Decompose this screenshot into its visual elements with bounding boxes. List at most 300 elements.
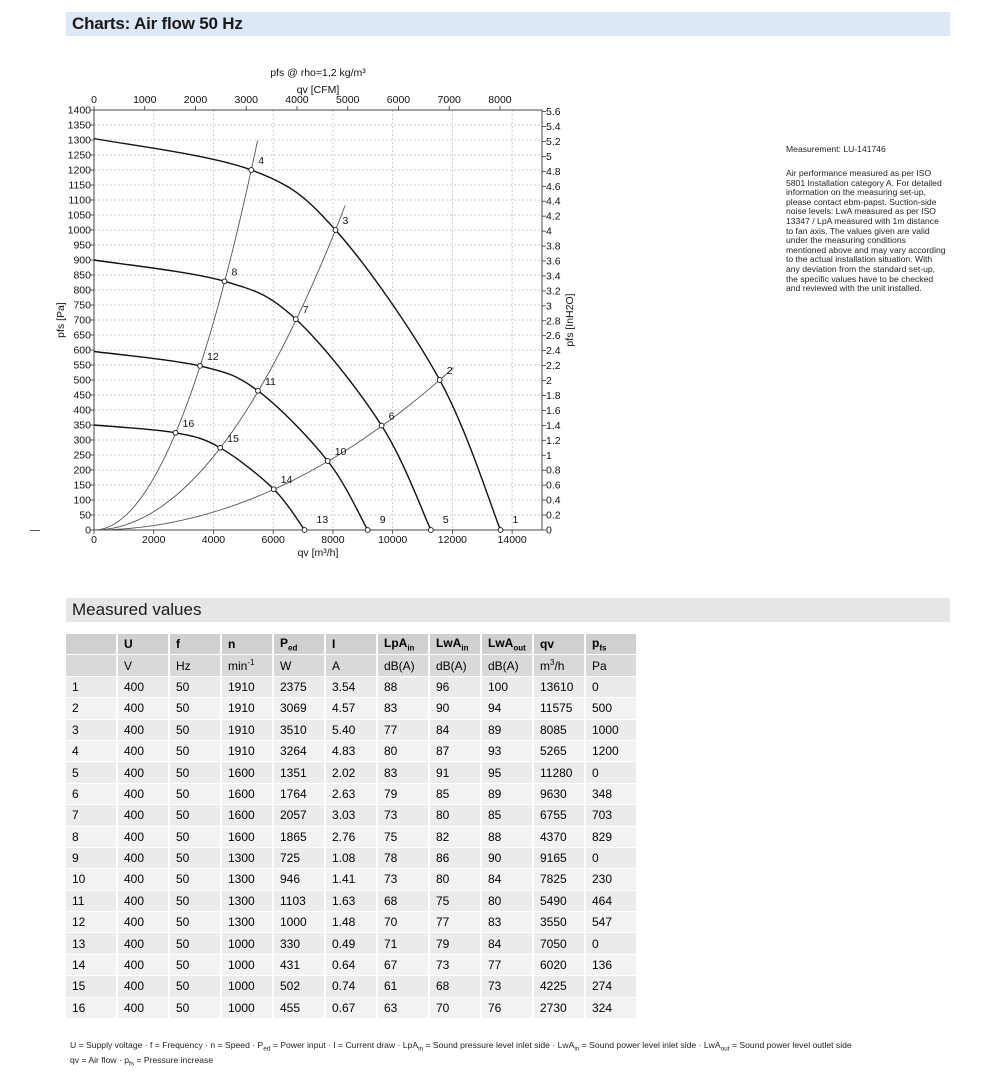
table-cell: 8 [66, 827, 118, 848]
table-cell: 0.49 [326, 933, 378, 954]
operating-point-14 [271, 487, 276, 492]
header-cell: LwA$_{out}$ [482, 634, 534, 655]
operating-point-11 [256, 388, 261, 393]
table-cell: 1 [66, 677, 118, 698]
y-tick-label: 400 [73, 404, 91, 417]
table-cell: 78 [378, 848, 430, 869]
x2-tick-label: 2000 [183, 94, 208, 106]
table-cell: 1000 [586, 720, 638, 741]
table-cell: 547 [586, 912, 638, 933]
table-cell: 2375 [274, 677, 326, 698]
y2-tick-label: 5.4 [546, 120, 561, 133]
unit-cell: $m^3/h$ [534, 655, 586, 676]
table-cell: 68 [430, 976, 482, 997]
table-cell: 1300 [222, 891, 274, 912]
table-cell: 3510 [274, 720, 326, 741]
operating-point-12 [198, 364, 203, 369]
operating-point-label-2: 2 [446, 365, 453, 377]
table-row [66, 698, 638, 719]
operating-point-label-7: 7 [302, 304, 309, 317]
y2-tick-label: 5.6 [546, 106, 561, 119]
y-tick-label: 1350 [67, 119, 91, 132]
operating-point-2 [437, 378, 442, 383]
table-cell: 1910 [222, 741, 274, 762]
measurement-note: Air performance measured as per ISO 5801 Installation category A. For detailed information on the measuring set-up, please contact ebm-papst. Suction-side noise levels: LwA measured as per ISO 13347 / LpA measured with 1m distance to fan axis. The values given are valid under the measuring conditions mentioned above and may vary according to the actual installation situation. With any deviation from the standard set-up, the specific values have to be checked and reviewed with the unit installed. [786, 168, 946, 294]
operating-point-label-8: 8 [231, 266, 238, 279]
table-cell: 400 [118, 677, 170, 698]
y-tick-label: 1150 [68, 179, 91, 192]
x2-tick-label: 1000 [133, 94, 157, 106]
unit-cell: V [118, 655, 170, 676]
y2-tick-label: 3 [546, 300, 552, 313]
table-cell: 80 [430, 805, 482, 826]
table-cell: 348 [586, 784, 638, 805]
chart-title: pfs @ rho=1,2 kg/m³ [270, 67, 366, 79]
operating-point-label-6: 6 [388, 410, 395, 423]
table-cell: 400 [118, 741, 170, 762]
table-cell: 1351 [274, 762, 326, 783]
header-cell: LwA$_{in}$ [430, 634, 482, 655]
table-cell: 3 [66, 720, 118, 741]
table-cell: 1000 [222, 998, 274, 1019]
y-tick-label: 700 [73, 314, 91, 327]
x2-tick-label: 5000 [336, 94, 360, 106]
table-cell: 71 [378, 933, 430, 954]
table-cell: 50 [170, 784, 222, 805]
y-tick-label: 950 [73, 239, 91, 252]
table-cell: 400 [118, 720, 170, 741]
table-cell: 13610 [534, 677, 586, 698]
x-tick-label: 10000 [378, 534, 408, 546]
y-tick-label: 0 [85, 524, 91, 537]
table-row [66, 720, 638, 741]
y-tick-label: 650 [73, 329, 91, 342]
operating-point-label-13: 13 [316, 514, 329, 526]
table-cell: 400 [118, 762, 170, 783]
y-tick-label: 500 [73, 374, 91, 387]
y2-tick-label: 3.2 [546, 285, 561, 298]
y2-tick-label: 3.6 [546, 255, 561, 268]
table-cell: 946 [274, 869, 326, 890]
charts-title: Charts: Air flow 50 Hz [72, 14, 243, 33]
table-cell: 1600 [222, 762, 274, 783]
header-cell: LpA$_{in}$ [378, 634, 430, 655]
header-cell: qv [534, 634, 586, 655]
operating-point-13 [302, 528, 307, 533]
unit-cell: W [274, 655, 326, 676]
y-tick-label: 250 [73, 449, 91, 462]
table-cell: 50 [170, 848, 222, 869]
operating-point-15 [218, 445, 223, 450]
table-row [66, 677, 638, 698]
table-cell: 14 [66, 955, 118, 976]
unit-cell: dB(A) [430, 655, 482, 676]
operating-point-label-3: 3 [342, 215, 349, 227]
table-row [66, 976, 638, 997]
y-tick-label: 50 [79, 509, 91, 522]
table-cell: 274 [586, 976, 638, 997]
y2-tick-label: 1.4 [546, 419, 561, 432]
x-tick-label: 12000 [437, 534, 468, 546]
header-cell: n [222, 634, 274, 655]
table-row [66, 869, 638, 890]
x-tick-label: 8000 [321, 534, 345, 546]
table-cell: 70 [378, 912, 430, 933]
measurement-id: Measurement: LU-141746 [786, 144, 886, 154]
x2-axis-label: qv [CFM] [296, 84, 340, 96]
y-tick-label: 1050 [67, 209, 91, 222]
y-tick-label: 550 [73, 359, 91, 372]
table-cell: 80 [430, 869, 482, 890]
table-cell: 400 [118, 955, 170, 976]
table-cell: 50 [170, 805, 222, 826]
table-cell: 50 [170, 912, 222, 933]
table-cell: 1910 [222, 698, 274, 719]
table-cell: 5.40 [326, 720, 378, 741]
table-row [66, 848, 638, 869]
table-cell: 7825 [534, 869, 586, 890]
table-cell: 88 [378, 677, 430, 698]
table-cell: 0.67 [326, 998, 378, 1019]
table-cell: 1.41 [326, 869, 378, 890]
y-tick-label: 800 [73, 284, 91, 297]
table-cell: 84 [430, 720, 482, 741]
header-cell: $p_{fs}$ [586, 634, 638, 655]
table-cell: 61 [378, 976, 430, 997]
table-cell: 4.57 [326, 698, 378, 719]
table-cell: 73 [378, 805, 430, 826]
x-tick-label: 2000 [142, 534, 166, 546]
table-cell: 73 [378, 869, 430, 890]
x-tick-label: 4000 [201, 534, 226, 546]
y-tick-label: 850 [73, 269, 91, 282]
x-tick-label: 6000 [261, 534, 285, 546]
table-cell: 76 [482, 998, 534, 1019]
table-cell: 1103 [274, 891, 326, 912]
y-tick-label: 150 [73, 479, 91, 492]
unit-cell [66, 655, 118, 676]
table-cell: 50 [170, 891, 222, 912]
y2-tick-label: 0 [546, 524, 552, 537]
table-cell: 93 [482, 741, 534, 762]
operating-point-label-16: 16 [182, 417, 195, 430]
table-cell: 2057 [274, 805, 326, 826]
table-cell: 83 [378, 762, 430, 783]
operating-point-label-5: 5 [442, 514, 449, 526]
operating-point-6 [379, 423, 384, 428]
table-cell: 50 [170, 976, 222, 997]
unit-cell: A [326, 655, 378, 676]
table-cell: 13 [66, 933, 118, 954]
measured-values-bar [66, 598, 950, 622]
table-cell: 75 [378, 827, 430, 848]
table-cell: 9165 [534, 848, 586, 869]
unit-cell: Hz [170, 655, 222, 676]
y-tick-label: 200 [73, 464, 91, 477]
y2-axis-label: pfs [InH2O] [564, 293, 576, 347]
table-row [66, 741, 638, 762]
table-cell: 703 [586, 805, 638, 826]
operating-point-label-4: 4 [258, 155, 265, 167]
y-tick-label: 750 [73, 299, 91, 312]
table-cell: 0 [586, 933, 638, 954]
table-cell: 77 [378, 720, 430, 741]
table-cell: 6020 [534, 955, 586, 976]
table-cell: 50 [170, 869, 222, 890]
y2-tick-label: 2.6 [546, 330, 561, 343]
table-cell: 96 [430, 677, 482, 698]
y2-tick-label: 5 [546, 150, 552, 163]
table-cell: 89 [482, 784, 534, 805]
table-row [66, 784, 638, 805]
table-cell: 829 [586, 827, 638, 848]
table-cell: 400 [118, 891, 170, 912]
table-cell: 84 [482, 933, 534, 954]
y2-tick-label: 4 [546, 225, 552, 238]
operating-point-4 [249, 168, 254, 173]
operating-point-label-9: 9 [379, 514, 386, 526]
table-cell: 77 [482, 955, 534, 976]
margin-dash [30, 530, 40, 531]
table-cell: 90 [430, 698, 482, 719]
table-cell: 15 [66, 976, 118, 997]
y-tick-label: 1100 [68, 194, 91, 207]
header-cell: $P_{ed}$ [274, 634, 326, 655]
y2-tick-label: 3.4 [546, 270, 561, 283]
table-cell: 2730 [534, 998, 586, 1019]
operating-point-5 [428, 528, 433, 533]
y-tick-label: 100 [73, 494, 91, 507]
x2-tick-label: 6000 [386, 94, 411, 106]
table-row [66, 762, 638, 783]
y2-tick-label: 1.2 [546, 434, 561, 447]
y2-tick-label: 1 [546, 449, 552, 462]
table-cell: 79 [430, 933, 482, 954]
table-cell: 95 [482, 762, 534, 783]
table-cell: 80 [482, 891, 534, 912]
y2-tick-label: 2.4 [546, 345, 561, 358]
table-cell: 4 [66, 741, 118, 762]
header-cell [66, 634, 118, 655]
table-cell: 11280 [534, 762, 586, 783]
y-tick-label: 900 [73, 254, 91, 267]
table-cell: 400 [118, 784, 170, 805]
operating-point-label-14: 14 [280, 474, 293, 487]
table-cell: 1300 [222, 912, 274, 933]
table-cell: 68 [378, 891, 430, 912]
y2-tick-label: 3.8 [546, 240, 561, 253]
table-cell: 1.08 [326, 848, 378, 869]
table-cell: 85 [482, 805, 534, 826]
y2-tick-label: 1.8 [546, 389, 561, 402]
table-cell: 83 [378, 698, 430, 719]
table-cell: 5 [66, 762, 118, 783]
table-cell: 1000 [222, 955, 274, 976]
y-axis-label: pfs [Pa] [55, 302, 67, 338]
table-cell: 400 [118, 698, 170, 719]
table-row [66, 827, 638, 848]
y-tick-label: 1400 [67, 104, 91, 117]
table-unit-row [66, 655, 638, 676]
table-cell: 464 [586, 891, 638, 912]
table-cell: 11575 [534, 698, 586, 719]
operating-point-label-11: 11 [264, 375, 276, 388]
table-cell: 0 [586, 848, 638, 869]
table-cell: 1600 [222, 827, 274, 848]
table-row [66, 912, 638, 933]
y2-tick-label: 4.2 [546, 210, 561, 223]
table-cell: 50 [170, 998, 222, 1019]
table-cell: 50 [170, 698, 222, 719]
x-tick-label: 0 [91, 534, 97, 546]
table-row [66, 933, 638, 954]
y-tick-label: 1300 [67, 134, 91, 147]
table-cell: 67 [378, 955, 430, 976]
table-cell: 6 [66, 784, 118, 805]
table-cell: 100 [482, 677, 534, 698]
x-axis-label: qv [m³/h] [297, 547, 339, 559]
y2-tick-label: 4.6 [546, 180, 561, 193]
y2-tick-label: 0.4 [546, 494, 561, 507]
table-cell: 83 [482, 912, 534, 933]
x2-tick-label: 0 [91, 94, 97, 106]
table-cell: 136 [586, 955, 638, 976]
table-cell: 6755 [534, 805, 586, 826]
y2-tick-label: 1.6 [546, 404, 561, 417]
operating-point-label-12: 12 [207, 350, 219, 363]
table-cell: 9630 [534, 784, 586, 805]
operating-point-7 [293, 317, 298, 322]
table-cell: 70 [430, 998, 482, 1019]
table-cell: 0 [586, 762, 638, 783]
table-cell: 50 [170, 720, 222, 741]
operating-point-9 [365, 528, 370, 533]
unit-cell: dB(A) [378, 655, 430, 676]
table-cell: 1300 [222, 869, 274, 890]
table-row [66, 998, 638, 1019]
table-cell: 400 [118, 869, 170, 890]
y2-tick-label: 0.8 [546, 464, 561, 477]
operating-point-10 [325, 459, 330, 464]
table-cell: 87 [430, 741, 482, 762]
table-cell: 502 [274, 976, 326, 997]
table-cell: 1.63 [326, 891, 378, 912]
operating-point-label-15: 15 [227, 432, 239, 445]
operating-point-16 [173, 430, 178, 435]
table-cell: 50 [170, 955, 222, 976]
table-cell: 0.64 [326, 955, 378, 976]
table-row [66, 955, 638, 976]
table-cell: 324 [586, 998, 638, 1019]
table-cell: 50 [170, 677, 222, 698]
table-cell: 500 [586, 698, 638, 719]
operating-point-label-1: 1 [512, 514, 519, 526]
y-tick-label: 1200 [67, 164, 91, 177]
table-cell: 73 [430, 955, 482, 976]
table-cell: 400 [118, 805, 170, 826]
table-cell: 0 [586, 677, 638, 698]
y2-tick-label: 2.8 [546, 315, 561, 328]
unit-cell: dB(A) [482, 655, 534, 676]
table-cell: 85 [430, 784, 482, 805]
table-cell: 8085 [534, 720, 586, 741]
operating-point-3 [333, 228, 338, 233]
table-cell: 1600 [222, 805, 274, 826]
table-row [66, 805, 638, 826]
table-cell: 9 [66, 848, 118, 869]
operating-point-8 [222, 279, 227, 284]
table-cell: 455 [274, 998, 326, 1019]
table-cell: 10 [66, 869, 118, 890]
x2-tick-label: 8000 [488, 94, 512, 106]
table-cell: 3.03 [326, 805, 378, 826]
table-cell: 400 [118, 848, 170, 869]
table-cell: 82 [430, 827, 482, 848]
table-cell: 400 [118, 976, 170, 997]
table-cell: 230 [586, 869, 638, 890]
table-cell: 400 [118, 912, 170, 933]
table-cell: 1910 [222, 677, 274, 698]
table-header-row [66, 634, 638, 655]
table-cell: 3069 [274, 698, 326, 719]
measured-values-table [66, 634, 638, 1019]
y-tick-label: 1250 [67, 149, 91, 162]
table-cell: 4225 [534, 976, 586, 997]
legend-line-2: qv = Air flow · $p_{fs}$ = Pressure increase [70, 1055, 214, 1068]
table-cell: 90 [482, 848, 534, 869]
legend-line-1: U = Supply voltage · f = Frequency · n = Speed · $P_{ed}$ = Power input · I = Current draw · LpA$_{in}$ = Sound pressure level inlet side · LwA$_{in}$ = Sound power level inlet side · LwA$_{out}$ = Sound power level outlet side [70, 1040, 852, 1053]
table-cell: 1200 [586, 741, 638, 762]
table-cell: 1764 [274, 784, 326, 805]
table-cell: 75 [430, 891, 482, 912]
unit-cell: Pa [586, 655, 638, 676]
table-cell: 400 [118, 827, 170, 848]
table-cell: 330 [274, 933, 326, 954]
measured-values-title: Measured values [72, 600, 202, 619]
x-tick-label: 14000 [497, 534, 527, 546]
table-cell: 4.83 [326, 741, 378, 762]
table-cell: 80 [378, 741, 430, 762]
table-cell: 89 [482, 720, 534, 741]
table-cell: 0.74 [326, 976, 378, 997]
table-cell: 7050 [534, 933, 586, 954]
table-cell: 1600 [222, 784, 274, 805]
table-cell: 431 [274, 955, 326, 976]
table-cell: 2.76 [326, 827, 378, 848]
table-cell: 77 [430, 912, 482, 933]
y2-tick-label: 0.6 [546, 479, 561, 492]
table-cell: 4370 [534, 827, 586, 848]
y-tick-label: 300 [73, 434, 91, 447]
table-cell: 3.54 [326, 677, 378, 698]
operating-point-1 [498, 528, 503, 533]
unit-cell: $\min^{-1}$ [222, 655, 274, 676]
header-cell: I [326, 634, 378, 655]
y-tick-label: 600 [73, 344, 91, 357]
table-cell: 16 [66, 998, 118, 1019]
y2-tick-label: 5.2 [546, 135, 561, 148]
table-cell: 5490 [534, 891, 586, 912]
y2-tick-label: 4.8 [546, 165, 561, 178]
table-cell: 50 [170, 933, 222, 954]
table-cell: 79 [378, 784, 430, 805]
table-cell: 1910 [222, 720, 274, 741]
x2-tick-label: 3000 [234, 94, 258, 106]
table-cell: 7 [66, 805, 118, 826]
table-cell: 400 [118, 998, 170, 1019]
table-cell: 50 [170, 762, 222, 783]
table-cell: 1300 [222, 848, 274, 869]
